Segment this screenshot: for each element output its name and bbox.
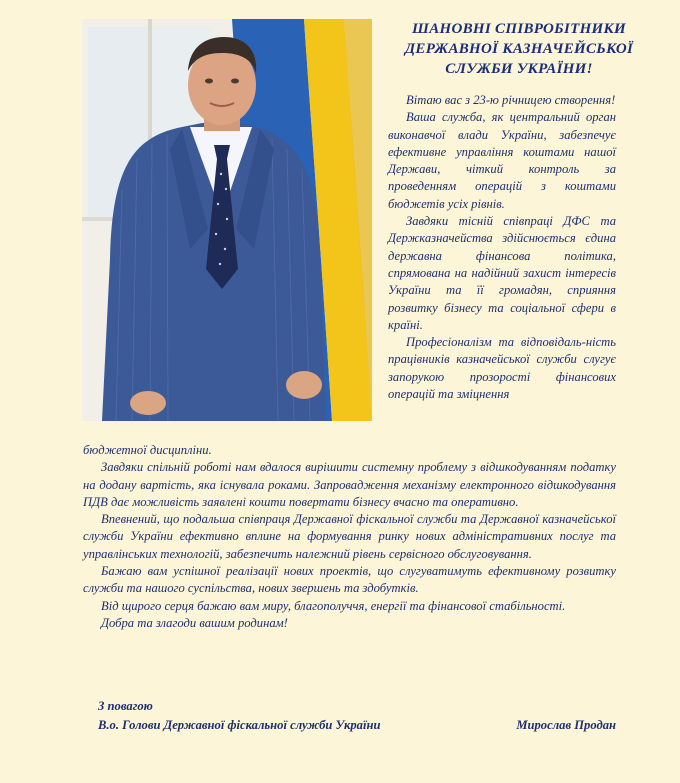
greeting-heading [384,19,654,79]
paragraph-service-role: Ваша служба, як центральний орган виконавчої влади України, забезпечує ефективне управління коштами нашої Держави, чіткий контроль за проведенням операцій з коштами бюджетів усіх рівнів. [388,110,616,211]
signatory-name: Мирослав Продан [516,718,616,732]
heading-line-3: СЛУЖБИ УКРАЇНИ! [445,61,593,77]
heading-line-1: ШАНОВНІ СПІВРОБІТНИКИ [412,21,626,37]
paragraph-wishes-peace: Від щирого серця бажаю вам миру, благополуччя, енергії та фінансової стабільності. [101,598,566,613]
paragraph-wishes-projects: Бажаю вам успішної реалізації нових проектів, що слугуватимуть ефективному розвитку служби та нашого суспільства, нових звершень та здобутків. [83,564,616,596]
regards: З повагою [98,699,153,713]
paragraph-greeting: Вітаю вас з 23-ю річницею створення! [406,93,616,107]
signature-block [98,697,616,735]
paragraph-wishes-families: Добра та злагоди вашим родинам! [101,615,288,630]
portrait-photo [82,19,372,421]
paragraph-future-cooperation: Впевнений, що подальша співпраця Державної фіскальної служби та Державної казначейської служби України ефективно вплине на формування ринку нових адміністративних послуг та управлінських технологій, забезпечить належний рівень сервісного обслуговування. [83,512,616,561]
paragraph-professionalism-tail: бюджетної дисципліни. [83,443,212,457]
paragraph-professionalism: Професіоналізм та відповідаль-ність працівників казначейської служби слугує запорукою прозорості фінансових операцій та зміцнення [388,335,616,402]
paragraph-vat-refund: Завдяки спільній роботі нам вдалося вирішити системну проблему з відшкодуванням податку на додану вартість, яка існувала роками. Запровадження механізму електронного відшкодування ПДВ дає можливість заявлені кошти повертати бізнесу вчасно та оперативно. [83,460,616,509]
paragraph-cooperation: Завдяки тісній співпраці ДФС та Держказначейства здійснюється єдина державна фінансова політика, спрямована на надійний захист інтересів України та її громадян, сприяння розвитку бізнесу та соціальної сфери в країні. [388,214,616,332]
heading-line-2: ДЕРЖАВНОЇ КАЗНАЧЕЙСЬКОЇ [404,41,634,57]
full-width-text [83,442,616,632]
signatory-position: В.о. Голови Державної фіскальної служби України [98,718,381,732]
right-column-text [388,92,616,403]
